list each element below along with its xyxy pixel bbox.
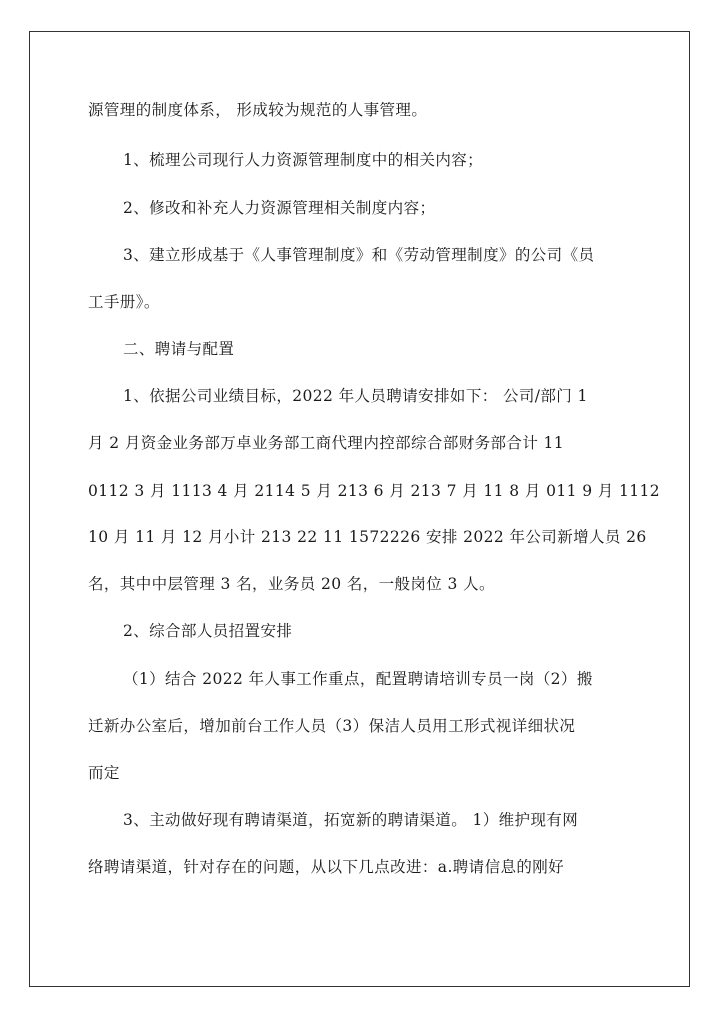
text-line-9: 0112 3 月 1113 4 月 2114 5 月 213 6 月 213 7 月 11 8 月 011 9 月 1112 bbox=[88, 482, 661, 500]
page-border bbox=[29, 31, 690, 987]
text-line-10: 10 月 11 月 12 月小计 213 22 11 1572226 安排 2022 年公司新增人员 26 bbox=[88, 528, 647, 546]
text-line-2: 1、梳理公司现行人力资源管理制度中的相关内容； bbox=[123, 151, 484, 169]
text-line-5: 工手册》。 bbox=[88, 293, 160, 311]
text-line-3: 2、修改和补充人力资源管理相关制度内容； bbox=[123, 199, 436, 217]
text-line-15: 而定 bbox=[88, 764, 120, 782]
text-line-4: 3、建立形成基于《人事管理制度》和《劳动管理制度》的公司《员 bbox=[123, 246, 595, 264]
text-line-7: 1、依据公司业绩目标，2022 年人员聘请安排如下： 公司/部门 1 bbox=[123, 387, 588, 405]
text-line-11: 名，其中中层管理 3 名，业务员 20 名，一般岗位 3 人。 bbox=[88, 575, 495, 593]
text-line-1: 源管理的制度体系， 形成较为规范的人事管理。 bbox=[88, 101, 428, 119]
text-line-17: 络聘请渠道，针对存在的问题，从以下几点改进：a.聘请信息的刚好 bbox=[88, 858, 565, 876]
text-line-13: （1）结合 2022 年人事工作重点，配置聘请培训专员一岗（2）搬 bbox=[123, 670, 593, 688]
text-line-8: 月 2 月资金业务部万卓业务部工商代理内控部综合部财务部合计 11 bbox=[88, 434, 565, 452]
text-line-14: 迁新办公室后，增加前台工作人员（3）保洁人员用工形式视详细状况 bbox=[88, 717, 576, 735]
section-heading: 二、聘请与配置 bbox=[123, 340, 235, 358]
text-line-12: 2、综合部人员招置安排 bbox=[123, 622, 293, 640]
text-line-16: 3、主动做好现有聘请渠道，拓宽新的聘请渠道。 1）维护现有网 bbox=[123, 811, 579, 829]
